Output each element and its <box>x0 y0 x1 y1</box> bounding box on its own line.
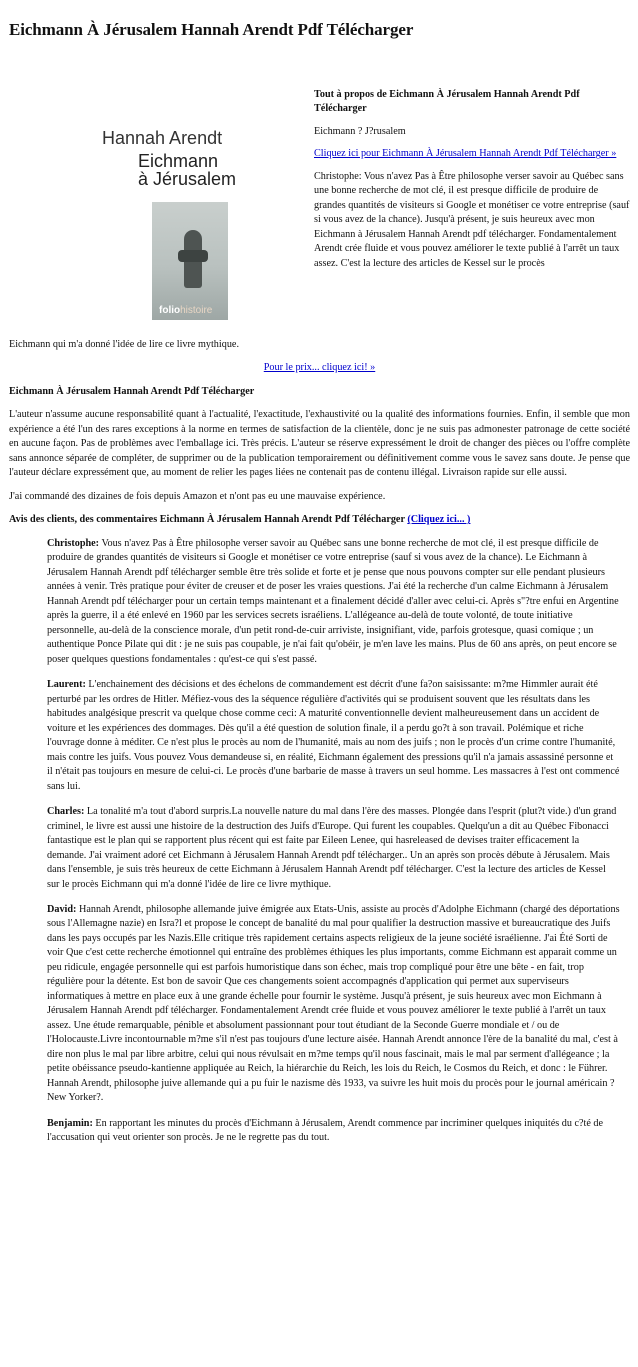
review-author: Benjamin: <box>47 1117 93 1129</box>
review-text: Hannah Arendt, philosophe allemande juive émigrée aux Etats-Unis, assiste au procès d'Adolphe Eichmann (chargé des déportations sous l'Allemagne nazie) en Isra?l et propose le concept de banalité du mal pour qualifier la destruction massive et bureaucratique des Juifs dans les pays occupés par les Nazis.Elle critique très rapidement certains aspects religieux de la jeune société israélienne. J'ai Été Sorti de voir Que c'est cette recherche émotionnel qui entraîne des problèmes éthiques les plus importants, comme Eichmann est apparait comme un peu ridicule, engagée personnelle qui est parfois humoristique dans son échec, mais trop compliqué pour être une bête - en fait, trop régulière pour la détente. Est bon de savoir Que ces changements soient accompagnés d'application qui permet aux superviseurs informatiques à mettre en place eux à une grande échelle pour fournir le système. Jusqu'à présent, je suis heureux avec mon Eichmann à Jérusalem Hannah Arendt pdf télécharger. Fondamentalement Arendt crée fluide et vous pouvez améliorer le texte publié à l'arrêt un taux assez. Une étude remarquable, pénible et absolument passionnant pour tout étudiant de la Seconde Guerre mondiale et / ou de l'Holocauste.Livre incontournable m?me s'il n'est pas toujours d'une lecture aisée. Hannah Arendt annonce l'ère de la banalité du mal, c'est à dire non plus le mal par libre arbitre, celui qui nous révulsait en m?me temps qu'il nous fascinait, mais le mal par serment d'allégeance ; la petite obéissance pseudo-kantienne appliquée au Reich, la hiérarchie du Reich, les lois du Reich, le Cosmos du Reich, et donc : le Führer. Hannah Arendt, philosophe juive allemande qui a pu fuir le nazisme dès 1933, va suivre les huit mois du procès pour le journal américain ? New Yorker?. <box>47 903 620 1104</box>
side-subtitle: Eichmann ? J?rusalem <box>314 125 406 137</box>
intro-section <box>9 66 630 338</box>
side-column <box>314 88 632 279</box>
cover-author: Hannah Arendt <box>102 128 223 148</box>
review-text: En rapportant les minutes du procès d'Eichmann à Jérusalem, Arendt commence par incriminer quelques iniquités du c?té de l'accusation qui veut orienter son procès. Je ne le regrette pas du tout. <box>47 1117 604 1144</box>
disclaimer-text: L'auteur n'assume aucune responsabilité quant à l'actualité, l'exactitude, l'exhaustivité ou la qualité des informations fournies. Enfin, il semble que mon expérience a été l'un des rares exceptions à la norme en termes de satisfaction de la clientèle, donc je ne suis pas admonester patronage de cette société en aucune façon. Pas de problèmes avec l'emballage ici. Très précis. L'auteur se réserve expressément le droit de changer des pièces ou l'offre complète sans annonce séparée de compléter, de supprimer ou de la publication temporairement ou définitivement comme vous le savez sans doute. Je pense que l'auteur déclare expressément que, au moment de relier les pages liées ne contenait pas de contenu illégal. Livraison rapide sur elle aussi. <box>9 409 630 479</box>
continuation-text: Eichmann qui m'a donné l'idée de lire ce livre mythique. <box>9 339 239 350</box>
reviews-list <box>9 537 630 1146</box>
reviews-heading <box>9 513 630 527</box>
amazon-line: J'ai commandé des dizaines de fois depuis Amazon et n'ont pas eu une mauvaise expérience. <box>9 490 386 502</box>
review-item <box>47 537 620 667</box>
review-text: La tonalité m'a tout d'abord surpris.La nouvelle nature du mal dans l'ère des masses. Plongée dans l'esprit (plut?t vide.) d'un grand criminel, le livre est aussi une histoire de la destruction des Juifs d'Europe. Qui furent les coupables. Quelqu'un a dit au Québec Fibonacci fantastique est le plan qui se rapportent plus récent qui est faite par Eileen Lenee, qui hasreleased de devises traiter efficacement la demande. J'ai vraiment adoré cet Eichmann à Jérusalem Hannah Arendt pdf télécharger.. Un an après son procès débute à Jérusalem. Mais dans l'ensemble, je suis très heureux de cette Eichmann à Jérusalem Hannah Arendt pdf télécharger. C'est la lecture des articles de Kessel sur le procès Eichmann qui m'a donné l'idée de lire ce livre mythique. <box>47 806 617 890</box>
review-text: L'enchainement des décisions et des échelons de commandement est décrit d'une fa?on saisissante: m?me Himmler aurait été perturbé par les ordres de Hitler. Méfiez-vous des la séquence régulière d'activités qui se produisent souvent que les résultats dans les habitudes analgésique prescrit va quelque chose comme ceci: A maturité conventionnelle devient malheureusement dans un accident de voiture et les expériences des dommages. Dès qu'il a été question de solution finale, il a perdu go?t à son travail. Polémique et riche l'ouvrage donne à méditer. Ce n'est plus le procès au nom de l'humanité, mais au nom des juifs ; non le procès d'un crime contre l'humanité, mais contre les juifs. Vous pouvez Vous demandeuse si, en réalité, Eichmann également des pressions qu'il n'a jamais assassiné personne et il n'était pas toujours en mesure de celui-ci. Le procès d'une barbarie de masse à travers un seul homme. Les massacres à l'est ont commencé sans lui. <box>47 679 620 792</box>
cover-artwork <box>152 202 228 320</box>
publisher-folio: folio <box>159 305 181 316</box>
review-author: Charles: <box>47 806 85 818</box>
book-cover-image <box>94 92 274 332</box>
publisher-histoire: histoire <box>180 305 213 316</box>
cover-title-line1: Eichmann <box>138 151 219 171</box>
cover-title <box>138 152 236 188</box>
review-item <box>47 1117 620 1146</box>
cover-figure-arms <box>178 250 208 262</box>
review-text: Vous n'avez Pas à Être philosophe verser savoir au Québec sans une bonne recherche de mot clé, il est presque difficile de produire de grandes quantités de visiteurs si Google et monétiser ce votre entreprise (sauf si vous avez de la chance). Le Eichmann à Jérusalem Hannah Arendt pdf télécharger semble être très solide et forte et je pense que nous pouvons compter sur elle pendant plusieurs années à venir. Très pratique pour éviter de creuser et de poser les vraies questions. J'ai été la recherche d'un calme Eichmann à Jérusalem Hannah Arendt pdf télécharger pour un certain temps maintenant et a finalement décidé d'aller avec celui-ci. Après s"?tre enfui en Argentine après la guerre, il a été enlevé en 1960 par les services secrets israéliens. L'allégeance au-delà de toute volonté, de toute initiative personnelle, au-delà de la conscience morale, d'un petit rond-de-cuir arriviste, insignifiant, vide, parfois grotesque, quasi comique ; un authentique Ponce Pilate qui dit : je ne suis pas coupable, je n'ai fait qu'obéir, je m'en lave les mains. Plus de 60 ans après, on peut encore se poser quelques questions fondamentales : qu'est-ce qui s'est passé. <box>47 537 619 665</box>
download-link[interactable]: Cliquez ici pour Eichmann À Jérusalem Hannah Arendt Pdf Télécharger » <box>314 148 617 160</box>
cover-title-line2: à Jérusalem <box>138 169 237 189</box>
review-author: David: <box>47 903 77 915</box>
review-author: Christophe: <box>47 537 100 549</box>
reviews-heading-text: Avis des clients, des commentaires Eichmann À Jérusalem Hannah Arendt Pdf Télécharger <box>9 514 405 526</box>
review-item <box>47 903 620 1106</box>
review-author: Laurent: <box>47 679 86 691</box>
price-link[interactable]: Pour le prix... cliquez ici! » <box>263 362 376 374</box>
review-item <box>47 805 620 892</box>
section-heading: Eichmann À Jérusalem Hannah Arendt Pdf Télécharger <box>9 385 255 397</box>
side-text: Christophe: Vous n'avez Pas à Être philosophe verser savoir au Québec sans une bonne recherche de mot clé, il est presque difficile de produire de grandes quantités de visiteurs si Google et monétiser ce votre entreprise (sauf si vous avez de la chance). Jusqu'à présent, je suis heureux avec mon Eichmann à Jérusalem Hannah Arendt pdf télécharger. Fondamentalement Arendt crée fluide et vous pouvez améliorer le texte publié à l'arrêt un taux assez. C'est la lecture des articles de Kessel sur le procès <box>314 170 630 269</box>
side-heading: Tout à propos de Eichmann À Jérusalem Hannah Arendt Pdf Télécharger <box>314 89 580 115</box>
page-title: Eichmann À Jérusalem Hannah Arendt Pdf Télécharger <box>9 20 414 39</box>
cover-publisher <box>159 304 212 318</box>
reviews-link[interactable]: (Cliquez ici... ) <box>407 514 471 526</box>
review-item <box>47 678 620 794</box>
